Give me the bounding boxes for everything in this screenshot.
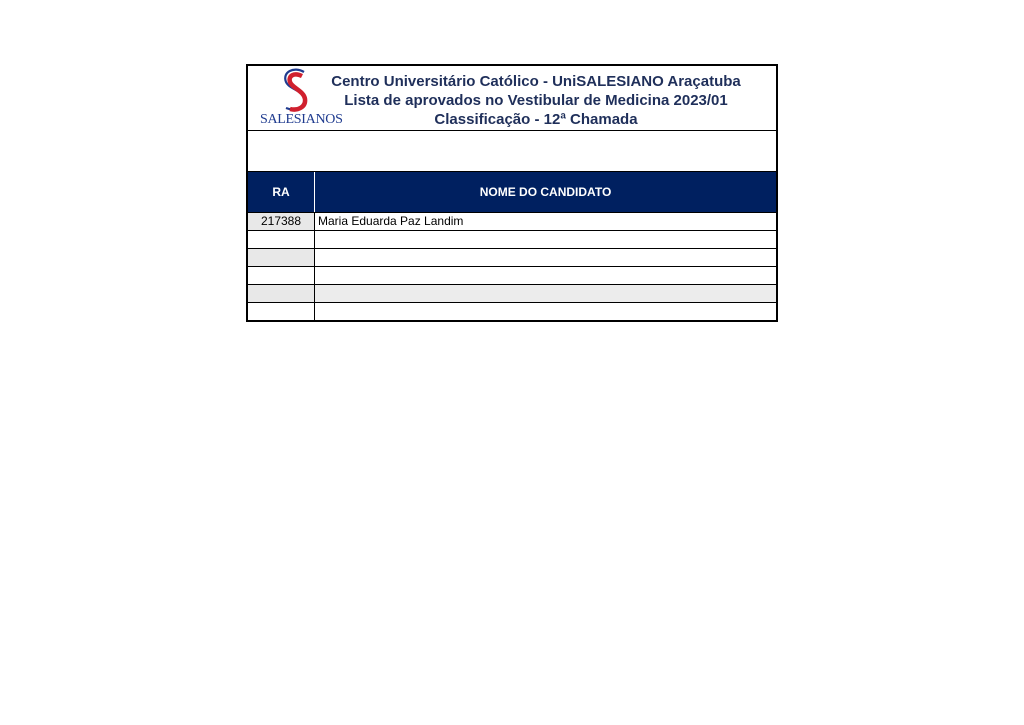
table-row <box>248 231 776 249</box>
call-title: Classificação - 12ª Chamada <box>434 111 638 128</box>
list-title: Lista de aprovados no Vestibular de Medicina 2023/01 <box>344 92 728 109</box>
header-titles <box>296 72 776 129</box>
cell-name <box>315 231 776 248</box>
cell-ra <box>248 285 315 302</box>
cell-ra <box>248 231 315 248</box>
blank-band <box>248 131 776 172</box>
table-row <box>248 249 776 267</box>
cell-name <box>315 267 776 284</box>
cell-ra <box>248 249 315 266</box>
cell-name <box>315 303 776 320</box>
approval-list-sheet <box>246 64 778 322</box>
cell-ra <box>248 303 315 320</box>
cell-ra: 217388 <box>248 213 315 230</box>
column-header-name: NOME DO CANDIDATO <box>479 185 612 199</box>
table-row <box>248 303 776 320</box>
sheet-header <box>248 66 776 131</box>
column-header-ra: RA <box>248 172 315 212</box>
table-row <box>248 213 776 231</box>
cell-name <box>315 285 776 302</box>
logo-text: SALESIANOS <box>260 112 343 127</box>
cell-ra <box>248 267 315 284</box>
table-header-row <box>248 172 776 213</box>
institution-title: Centro Universitário Católico - UniSALESIANO Araçatuba <box>331 73 741 90</box>
table-row <box>248 267 776 285</box>
table-row <box>248 285 776 303</box>
cell-name <box>315 249 776 266</box>
cell-name: Maria Eduarda Paz Landim <box>318 214 464 228</box>
